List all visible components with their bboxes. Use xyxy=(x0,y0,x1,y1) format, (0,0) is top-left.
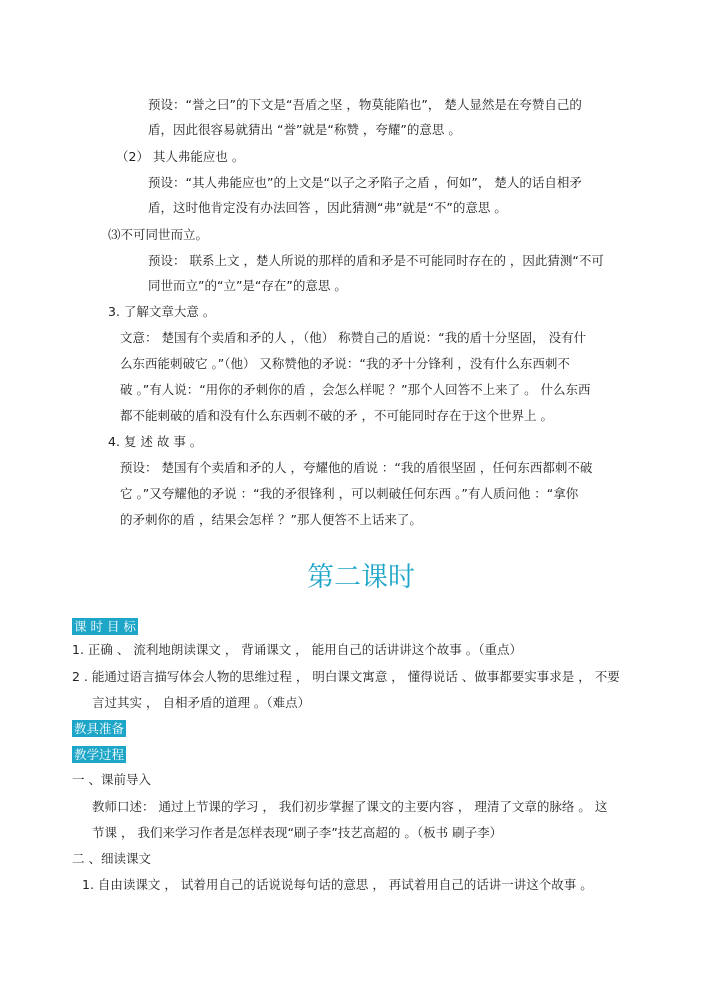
subheading-item-2: （2） 其人弗能应也 。 xyxy=(116,149,245,164)
lesson-title: 第二课时 xyxy=(307,562,415,593)
paragraph-line: 文意： 楚国有个卖盾和矛的人 ，（他） 称赞自己的盾说：“我的盾十分坚固， 没有什 xyxy=(120,330,587,345)
paragraph-line: 预设： 联系上文 ，楚人所说的那样的盾和矛是不可能同时存在的 ，因此猜测“不可 xyxy=(148,253,604,268)
goal-line: 1. 正确 、 流利地朗读课文 ， 背诵课文 ， 能用自己的话讲讲这个故事 。（重点） xyxy=(72,642,522,657)
paragraph-line: 预设： 楚国有个卖盾和矛的人 ，夸耀他的盾说 ：“我的盾很坚固 ，任何东西都刺不破 xyxy=(120,460,593,475)
subheading-item-3: ⑶不可同世而立。 xyxy=(108,227,209,242)
paragraph-line: 的矛刺你的盾 ，结果会怎样 ？”那人便答不上话来了。 xyxy=(120,512,422,527)
section-heading-4: 4. 复 述 故 事 。 xyxy=(108,434,203,449)
paragraph-line: 1. 自由读课文 ， 试着用自己的话说说每句话的意思 ， 再试着用自己的话讲一讲这个故事 。 xyxy=(82,877,593,892)
section-tag-goals: 课 时 目 标 xyxy=(74,619,136,634)
goal-line: 言过其实 ， 自相矛盾的道理 。（难点） xyxy=(92,695,311,710)
paragraph-line: 同世而立”的“立”是“存在”的意思 。 xyxy=(148,278,347,293)
paragraph-line: 节课 ， 我们来学习作者是怎样表现“刷子李”技艺高超的 。（板书 刷子李） xyxy=(92,825,503,840)
section-tag-materials: 教具准备 xyxy=(74,721,125,736)
paragraph-line: 破 。”有人说：“用你的矛刺你的盾 ，会怎么样呢 ？”那个人回答不上来了 。 什么东西 xyxy=(120,382,591,397)
paragraph-line: 它 。”又夸耀他的矛说 ：“我的矛很锋利 ，可以刺破任何东西 。”有人质问他 ：“拿你 xyxy=(120,486,579,501)
section-heading-reading: 二 、细读课文 xyxy=(72,851,151,866)
paragraph-line: 预设：“誉之曰”的下文是“吾盾之坚 ，物莫能陷也”， 楚人显然是在夸赞自己的 xyxy=(148,97,582,112)
section-heading-3: 3. 了解文章大意 。 xyxy=(108,304,216,319)
section-heading-intro: 一 、课前导入 xyxy=(72,772,151,787)
paragraph-line: 预设：“其人弗能应也”的上文是“以子之矛陷子之盾 ，何如”， 楚人的话自相矛 xyxy=(148,175,582,190)
paragraph-line: 盾，因此很容易就猜出 “誉”就是“称赞 ，夸耀”的意思 。 xyxy=(148,122,461,137)
paragraph-line: 都不能刺破的盾和没有什么东西刺不破的矛 ，不可能同时存在于这个世界上 。 xyxy=(120,408,553,423)
paragraph-line: 么东西能刺破它 。”（他） 又称赞他的矛说：“我的矛十分锋利 ，没有什么东西刺不 xyxy=(120,356,570,371)
paragraph-line: 教师口述： 通过上节课的学习 ， 我们初步掌握了课文的主要内容 ， 理清了文章的脉络 。 这 xyxy=(92,799,608,814)
goal-line: 2 . 能通过语言描写体会人物的思维过程 ， 明白课文寓意 ， 懂得说话 、做事都要实事求是 ， 不要 xyxy=(72,669,620,684)
section-tag-process: 教学过程 xyxy=(74,747,125,762)
paragraph-line: 盾，这时他肯定没有办法回答 ，因此猜测“弗”就是“不”的意思 。 xyxy=(148,200,507,215)
